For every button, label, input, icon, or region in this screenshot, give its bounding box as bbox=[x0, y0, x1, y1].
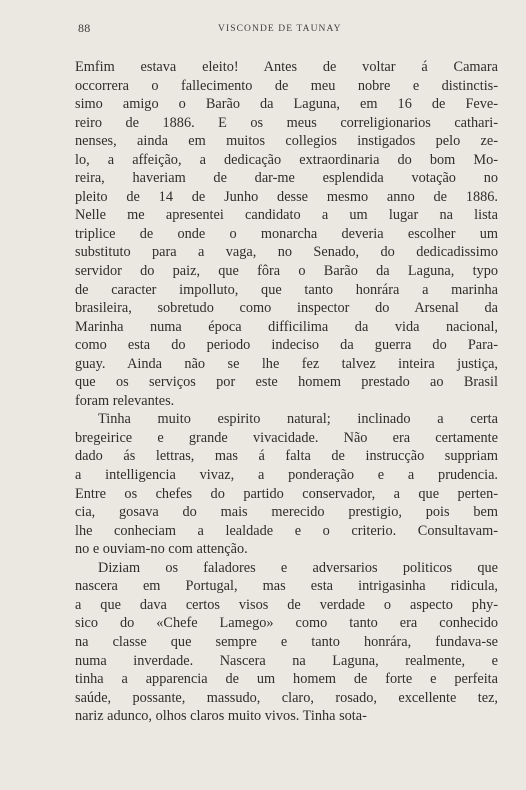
text-line: numa inverdade. Nascera na Laguna, realmente, e bbox=[75, 652, 498, 669]
text-line: guay. Ainda não se lhe fez talvez inteira justiça, bbox=[75, 355, 498, 372]
text-line: sico do «Chefe Lamego» como tanto era conhecido bbox=[75, 615, 498, 632]
body-text bbox=[75, 58, 498, 726]
paragraph bbox=[75, 58, 498, 410]
text-line: pleito de 14 de Junho desse mesmo anno de 1886. bbox=[75, 188, 498, 205]
paragraph bbox=[75, 410, 498, 558]
text-line: nariz adunco, olhos claros muito vivos. Tinha sota- bbox=[75, 708, 367, 725]
text-line: de caracter impolluto, que tanto honrára a marinha bbox=[75, 281, 498, 298]
page-header bbox=[78, 21, 498, 37]
text-line: na classe que sempre e tanto honrára, fundava-se bbox=[75, 633, 498, 650]
text-line: tinha a apparencia de um homem de forte e perfeita bbox=[75, 671, 498, 688]
text-line: reiro de 1886. E os meus correligionarios cathari- bbox=[75, 114, 498, 131]
text-line: triplice de onde o monarcha deveria escolher um bbox=[75, 225, 498, 242]
text-line: nascera em Portugal, mas esta intrigasinha ridicula, bbox=[75, 578, 498, 595]
running-head: VISCONDE DE TAUNAY bbox=[218, 24, 342, 34]
text-line: no e ouviam-no com attenção. bbox=[75, 541, 248, 558]
text-line: foram relevantes. bbox=[75, 392, 175, 409]
text-line: como esta do periodo indeciso da guerra do Para- bbox=[75, 337, 498, 354]
page-number: 88 bbox=[78, 21, 91, 35]
text-line: lhe conheciam a lealdade e o criterio. Consultavam- bbox=[75, 522, 498, 539]
text-line: a intelligencia vivaz, a ponderação e a prudencia. bbox=[75, 467, 498, 484]
text-line: simo amigo o Barão da Laguna, em 16 de Feve- bbox=[75, 96, 498, 113]
text-line: que os serviços por este homem prestado ao Brasil bbox=[75, 374, 498, 391]
text-line: nenses, ainda em muitos collegios instigados pelo ze- bbox=[75, 133, 498, 150]
text-line: bregeirice e grande vivacidade. Não era certamente bbox=[75, 429, 498, 446]
text-line: Entre os chefes do partido conservador, a que perten- bbox=[75, 485, 498, 502]
text-line: saúde, possante, massudo, claro, rosado, excellente tez, bbox=[75, 689, 498, 706]
text-line: Nelle me apresentei candidato a um lugar na lista bbox=[75, 207, 498, 224]
text-line: brasileira, sobretudo como inspector do Arsenal da bbox=[75, 300, 498, 317]
text-line: Tinha muito espirito natural; inclinado a certa bbox=[98, 411, 498, 428]
text-line: Emfim estava eleito! Antes de voltar á Camara bbox=[75, 59, 498, 75]
text-line: Marinha numa época difficilima da vida nacional, bbox=[75, 318, 498, 335]
text-line: cia, gosava do mais merecido prestigio, pois bem bbox=[75, 504, 498, 521]
text-line: substituto para a vaga, no Senado, do dedicadissimo bbox=[75, 244, 498, 261]
text-line: dado ás lettras, mas á falta de instrucção suppriam bbox=[75, 448, 498, 465]
text-line: Diziam os faladores e adversarios politicos que bbox=[98, 559, 498, 576]
text-line: servidor do paiz, que fôra o Barão da Laguna, typo bbox=[75, 263, 498, 280]
text-line: reira, haveriam de dar-me esplendida votação no bbox=[75, 170, 498, 187]
text-line: a que dava certos visos de verdade o aspecto phy- bbox=[75, 596, 498, 613]
text-line: occorrera o fallecimento de meu nobre e distinctis- bbox=[75, 77, 498, 94]
text-line: lo, a affeição, a dedicação extraordinaria do bom Mo- bbox=[75, 151, 498, 168]
paragraph bbox=[75, 559, 498, 726]
